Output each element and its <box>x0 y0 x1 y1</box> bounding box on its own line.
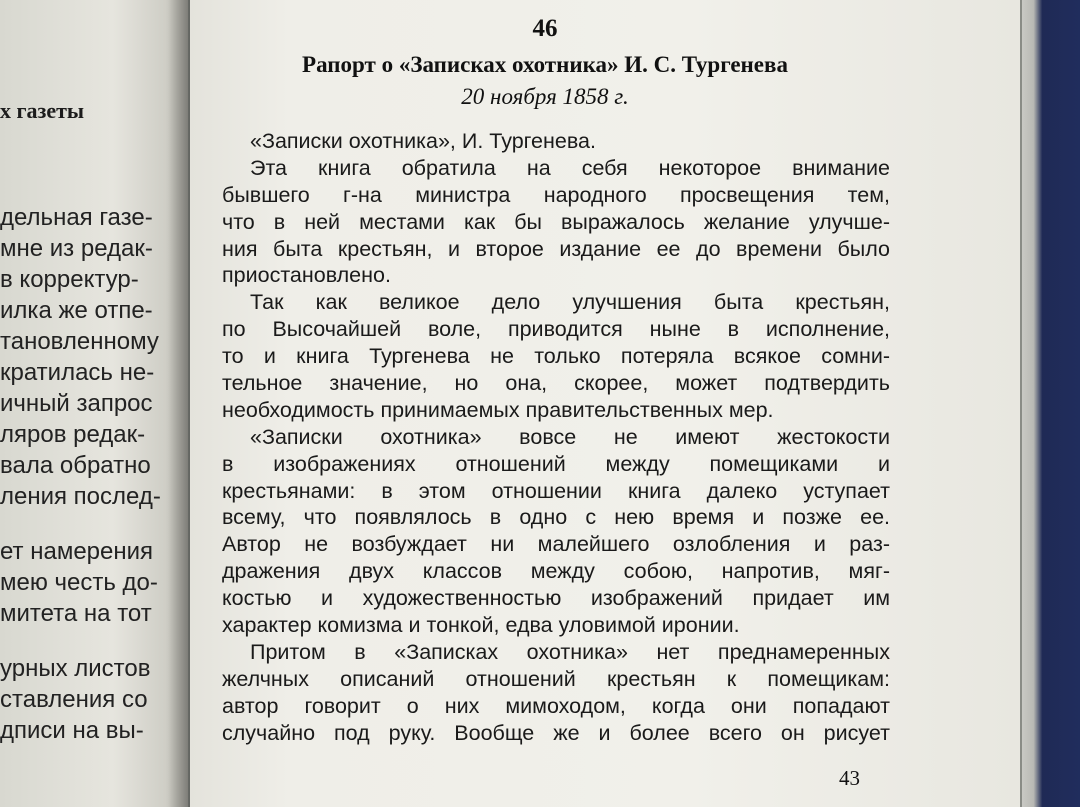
left-page-line: кратилась не- <box>0 359 155 386</box>
text-line: автор говорит о них мимоходом, когда они попадают <box>222 693 890 718</box>
left-page-line: ичный запрос <box>0 390 153 417</box>
text-line: в изображениях отношений между помещиками и <box>222 451 890 476</box>
text-line: тельное значение, но она, скорее, может подтвердить <box>222 371 890 396</box>
text-line: ния быта крестьян, и второе издание ее до времени было <box>222 236 890 261</box>
text-line: всему, что появлялось в одно с нею время и позже ее. <box>222 505 890 530</box>
document-body <box>222 128 890 746</box>
left-page-line: дписи на вы- <box>0 717 144 744</box>
text-line: Автор не возбуждает ни малейшего озлобления и раз- <box>222 532 890 557</box>
left-page-line: ления послед- <box>0 483 161 510</box>
text-line: Притом в «Записках охотника» нет преднамеренных <box>250 639 890 664</box>
text-line: дражения двух классов между собою, напротив, мяг- <box>222 559 890 584</box>
text-line: случайно под руку. Вообще же и более всего он рисует <box>222 720 890 745</box>
left-page-line: ставления со <box>0 686 148 713</box>
book-cover-edge <box>1022 0 1080 807</box>
document-number: 46 <box>532 15 558 42</box>
left-page-line <box>0 629 161 653</box>
text-line: Эта книга обратила на себя некоторое внимание <box>250 155 890 180</box>
text-line: «Записки охотника», И. Тургенева. <box>250 129 596 153</box>
left-page-line: мне из редак- <box>0 235 153 262</box>
text-line: «Записки охотника» вовсе не имеют жестокости <box>250 424 890 449</box>
text-line: характер комизма и тонкой, едва уловимой иронии. <box>222 613 740 638</box>
left-page-line: дельная газе- <box>0 204 153 231</box>
text-line: что в ней местами как бы выражалось желание улучше- <box>222 209 890 234</box>
text-line: крестьянами: в этом отношении книга далеко уступает <box>222 478 890 503</box>
left-page-line <box>0 512 161 536</box>
text-line: Так как великое дело улучшения быта крестьян, <box>250 290 890 315</box>
right-page <box>190 0 1020 807</box>
left-page-line: ет намерения <box>0 538 154 565</box>
text-line: бывшего г-на министра народного просвещения тем, <box>222 182 890 207</box>
page-number: 43 <box>839 766 860 790</box>
left-page-heading: х газеты <box>0 98 85 123</box>
left-page-text <box>0 202 161 746</box>
text-line: то и книга Тургенева не только потеряла всякое сомни- <box>222 344 890 369</box>
left-page-line: илка же отпе- <box>0 297 153 324</box>
left-page-line: митета на тот <box>0 600 152 627</box>
text-line: костью и художественностью изображений придает им <box>222 586 890 611</box>
text-line: необходимость принимаемых правительственных мер. <box>222 397 774 422</box>
left-page-line: тановленному <box>0 328 159 355</box>
left-page-line: в корректур- <box>0 266 139 293</box>
document-title: Рапорт о «Записках охотника» И. С. Тургенева <box>302 52 788 77</box>
document-date: 20 ноября 1858 г. <box>461 84 629 109</box>
left-page-line: вала обратно <box>0 452 151 479</box>
text-line: приостановлено. <box>222 263 391 288</box>
left-page-line: ляров редак- <box>0 421 146 448</box>
text-line: по Высочайшей воле, приводится ныне в исполнение, <box>222 317 890 342</box>
left-page-line: урных листов <box>0 655 151 682</box>
left-page-line: мею честь до- <box>0 569 158 596</box>
left-page <box>0 0 188 807</box>
text-line: желчных описаний отношений крестьян к помещикам: <box>222 666 890 691</box>
